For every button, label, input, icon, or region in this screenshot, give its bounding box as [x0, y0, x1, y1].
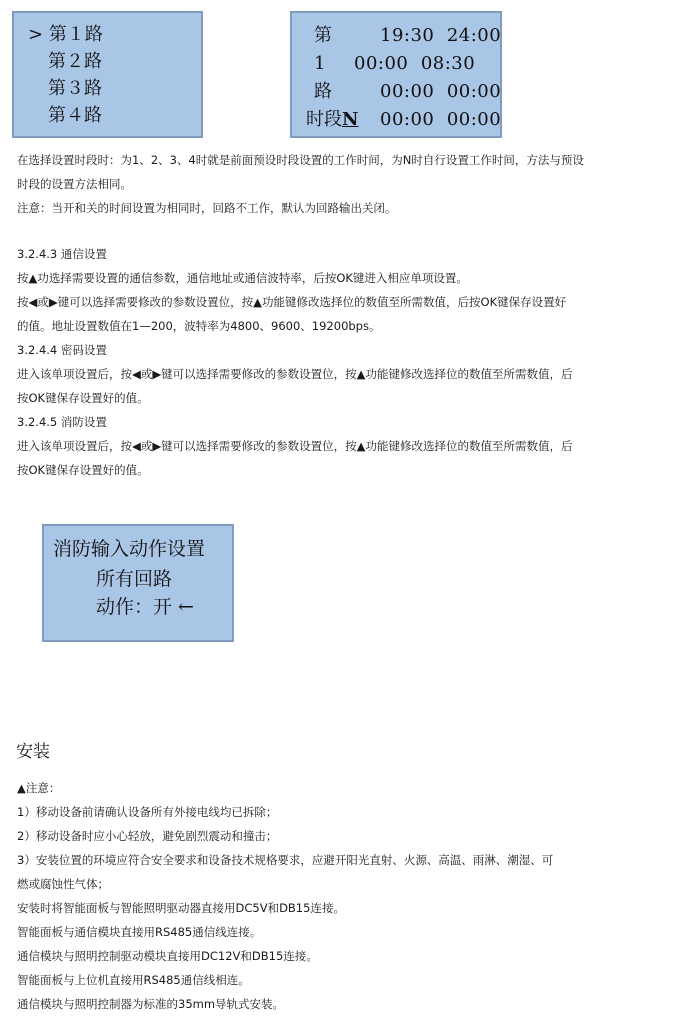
paragraph-line: 注意：当开和关的时间设置为相同时，回路不工作，默认为回路输出关闭。 — [17, 201, 397, 215]
install-step: 安装时将智能面板与智能照明驱动器直接用DC5V和DB15连接。 — [17, 901, 345, 915]
route-item: 第４路 — [48, 105, 102, 126]
time-row-label: 第 — [314, 25, 332, 46]
paragraph-line: 进入该单项设置后，按◀或▶键可以选择需要修改的参数设置位，按▲功能键修改选择位的数值至所需数值，后 — [17, 367, 573, 381]
route-item: > 第１路 — [28, 24, 103, 45]
selection-marker: > — [28, 24, 44, 45]
note-line: 燃或腐蚀性气体； — [17, 877, 109, 891]
route-item: 第２路 — [48, 51, 102, 72]
install-step: 通信模块与照明控制器为标准的35mm导轨式安装。 — [17, 997, 285, 1011]
paragraph-line: 按OK键保存设置好的值。 — [17, 463, 149, 477]
lcd-time-settings — [290, 11, 502, 138]
time-row-label: 路 — [314, 81, 332, 102]
time-row-value: 00:00 00:00 — [380, 81, 502, 102]
fire-action: 动作：开 ← — [96, 596, 194, 618]
paragraph-line: 按▲功选择需要设置的通信参数，通信地址或通信波特率，后按OK键进入相应单项设置。 — [17, 271, 468, 285]
install-step: 智能面板与通信模块直接用RS485通信线连接。 — [17, 925, 262, 939]
fire-scope: 所有回路 — [96, 568, 173, 590]
paragraph-line: 按OK键保存设置好的值。 — [17, 391, 149, 405]
note-line: 1）移动设备前请确认设备所有外接电线均已拆除； — [17, 805, 278, 819]
install-heading: 安装 — [16, 742, 50, 762]
note-line: 2）移动设备时应小心轻放，避免剧烈震动和撞击； — [17, 829, 278, 843]
lcd-fire-settings — [42, 524, 234, 642]
lcd-route-menu — [12, 11, 203, 138]
time-row-value: 19:30 24:00 — [380, 25, 502, 46]
fire-title: 消防输入动作设置 — [53, 538, 206, 560]
paragraph-line: 时段的设置方法相同。 — [17, 177, 132, 191]
section-heading: 3.2.4.3 通信设置 — [17, 247, 107, 261]
install-step: 通信模块与照明控制驱动模块直接用DC12V和DB15连接。 — [17, 949, 318, 963]
period-n-indicator: N — [342, 109, 359, 130]
time-row-value: 00:00 00:00 — [380, 109, 502, 130]
section-heading: 3.2.4.4 密码设置 — [17, 343, 107, 357]
note-line: ▲注意： — [17, 781, 61, 795]
paragraph-line: 按◀或▶键可以选择需要修改的参数设置位，按▲功能键修改选择位的数值至所需数值，后按OK键保存设置好 — [17, 295, 567, 309]
paragraph-line: 在选择设置时段时：为1、2、3、4时就是前面预设时段设置的工作时间，为N时自行设置工作时间，方法与预设 — [17, 153, 584, 167]
note-line: 3）安装位置的环境应符合安全要求和设备技术规格要求，应避开阳光直射、火源、高温、雨淋、潮湿、可 — [17, 853, 554, 867]
paragraph-line: 进入该单项设置后，按◀或▶键可以选择需要修改的参数设置位，按▲功能键修改选择位的数值至所需数值，后 — [17, 439, 573, 453]
section-heading: 3.2.4.5 消防设置 — [17, 415, 107, 429]
paragraph-line: 的值。地址设置数值在1—200，波特率为4800、9600、19200bps。 — [17, 319, 381, 333]
route-item: 第３路 — [48, 78, 102, 99]
time-row-value: 00:00 08:30 — [354, 53, 476, 74]
install-step: 智能面板与上位机直接用RS485通信线相连。 — [17, 973, 250, 987]
time-row-label: 时段N — [306, 109, 359, 130]
time-row-label: 1 — [314, 53, 326, 74]
